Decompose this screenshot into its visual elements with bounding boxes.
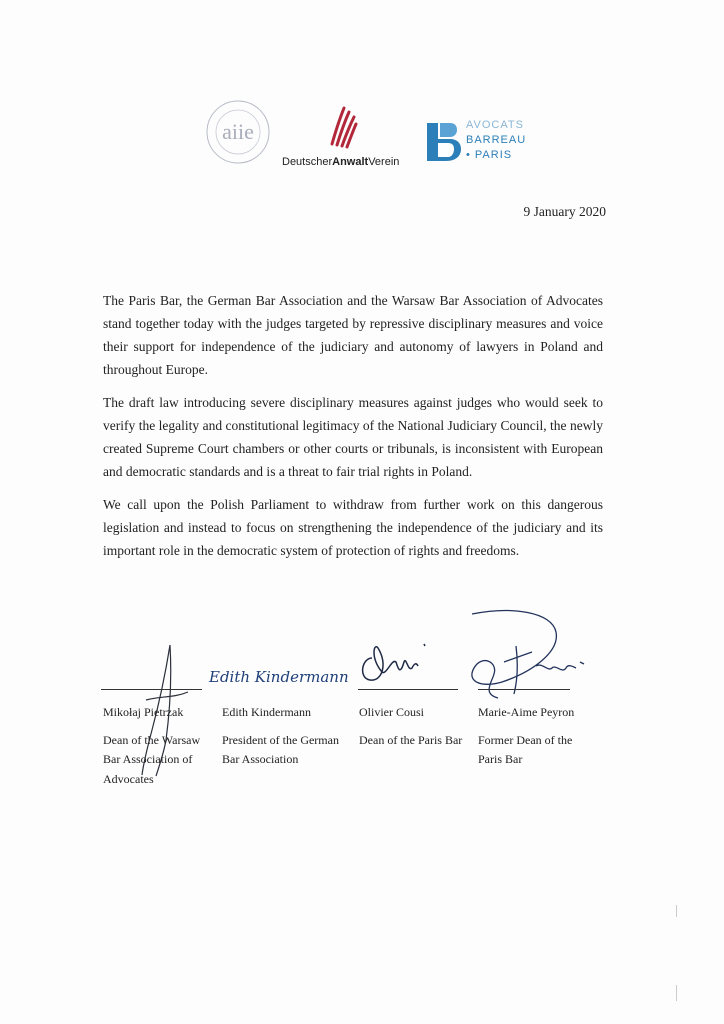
letter-date: 9 January 2020 bbox=[523, 204, 606, 219]
signatory-title: President of the German Bar Association bbox=[222, 732, 339, 766]
signature-cousi bbox=[352, 628, 442, 698]
paris-bar-logo bbox=[424, 115, 544, 167]
paris-logo-line1: AVOCATS bbox=[466, 119, 524, 131]
dav-logo bbox=[280, 104, 410, 170]
scan-mark bbox=[676, 905, 677, 917]
body-paragraph-3: We call upon the Polish Parliament to withdraw from further work on this dangerous legislation and instead to focus on strengthening the independence of the judiciary and its important role in the democratic system of protection of rights and freedoms. bbox=[103, 497, 603, 558]
signature-line-1 bbox=[101, 689, 202, 690]
signature-line-3 bbox=[358, 689, 458, 690]
warsaw-bar-logo bbox=[196, 97, 280, 167]
paris-logo-line2: BARREAU bbox=[466, 134, 527, 146]
signature-peyron bbox=[452, 602, 592, 707]
signatory-title: Dean of the Paris Bar bbox=[359, 732, 463, 747]
signatory-name: Edith Kindermann bbox=[222, 705, 311, 719]
body-paragraph-2: The draft law introducing severe disciplinary measures against judges who would seek to verify the legality and constitutional legitimacy of the National Judiciary Council, the newly created Supreme Court chambers or other courts or tribunals, is inconsistent with European and democratic standards and is a threat to fair trial rights in Poland. bbox=[103, 395, 603, 479]
body-paragraph-1: The Paris Bar, the German Bar Association and the Warsaw Bar Association of Advocates stand together today with the judges targeted by repressive disciplinary measures and voice their support for independence of the judiciary and autonomy of lawyers in Poland and throughout Europe. bbox=[103, 293, 603, 377]
signatory-block-3 bbox=[359, 703, 477, 750]
signatory-name: Marie-Aime Peyron bbox=[478, 705, 575, 719]
dav-wordmark bbox=[282, 156, 399, 168]
handwritten-kindermann: Edith Kindermann bbox=[209, 668, 349, 686]
signatory-block-4 bbox=[478, 703, 588, 770]
dav-suffix: Verein bbox=[368, 156, 400, 168]
letter-body bbox=[103, 289, 603, 572]
signatory-block-2 bbox=[222, 703, 352, 770]
dav-bold: Anwalt bbox=[332, 156, 369, 168]
paris-logo-line3: • PARIS bbox=[466, 149, 513, 161]
signature-kindermann bbox=[205, 660, 375, 696]
signatory-title: Dean of the Warsaw Bar Association of Advocates bbox=[103, 732, 201, 786]
dav-prefix: Deutscher bbox=[282, 156, 333, 168]
signatory-block-1 bbox=[103, 703, 213, 789]
signatory-name: Olivier Cousi bbox=[359, 705, 424, 719]
signatory-title: Former Dean of the Paris Bar bbox=[478, 732, 573, 766]
warsaw-seal-lettering: aiie bbox=[222, 119, 254, 144]
signatory-name: Mikołaj Pietrzak bbox=[103, 705, 184, 719]
scan-mark bbox=[676, 985, 677, 1001]
signature-line-4 bbox=[478, 689, 570, 690]
